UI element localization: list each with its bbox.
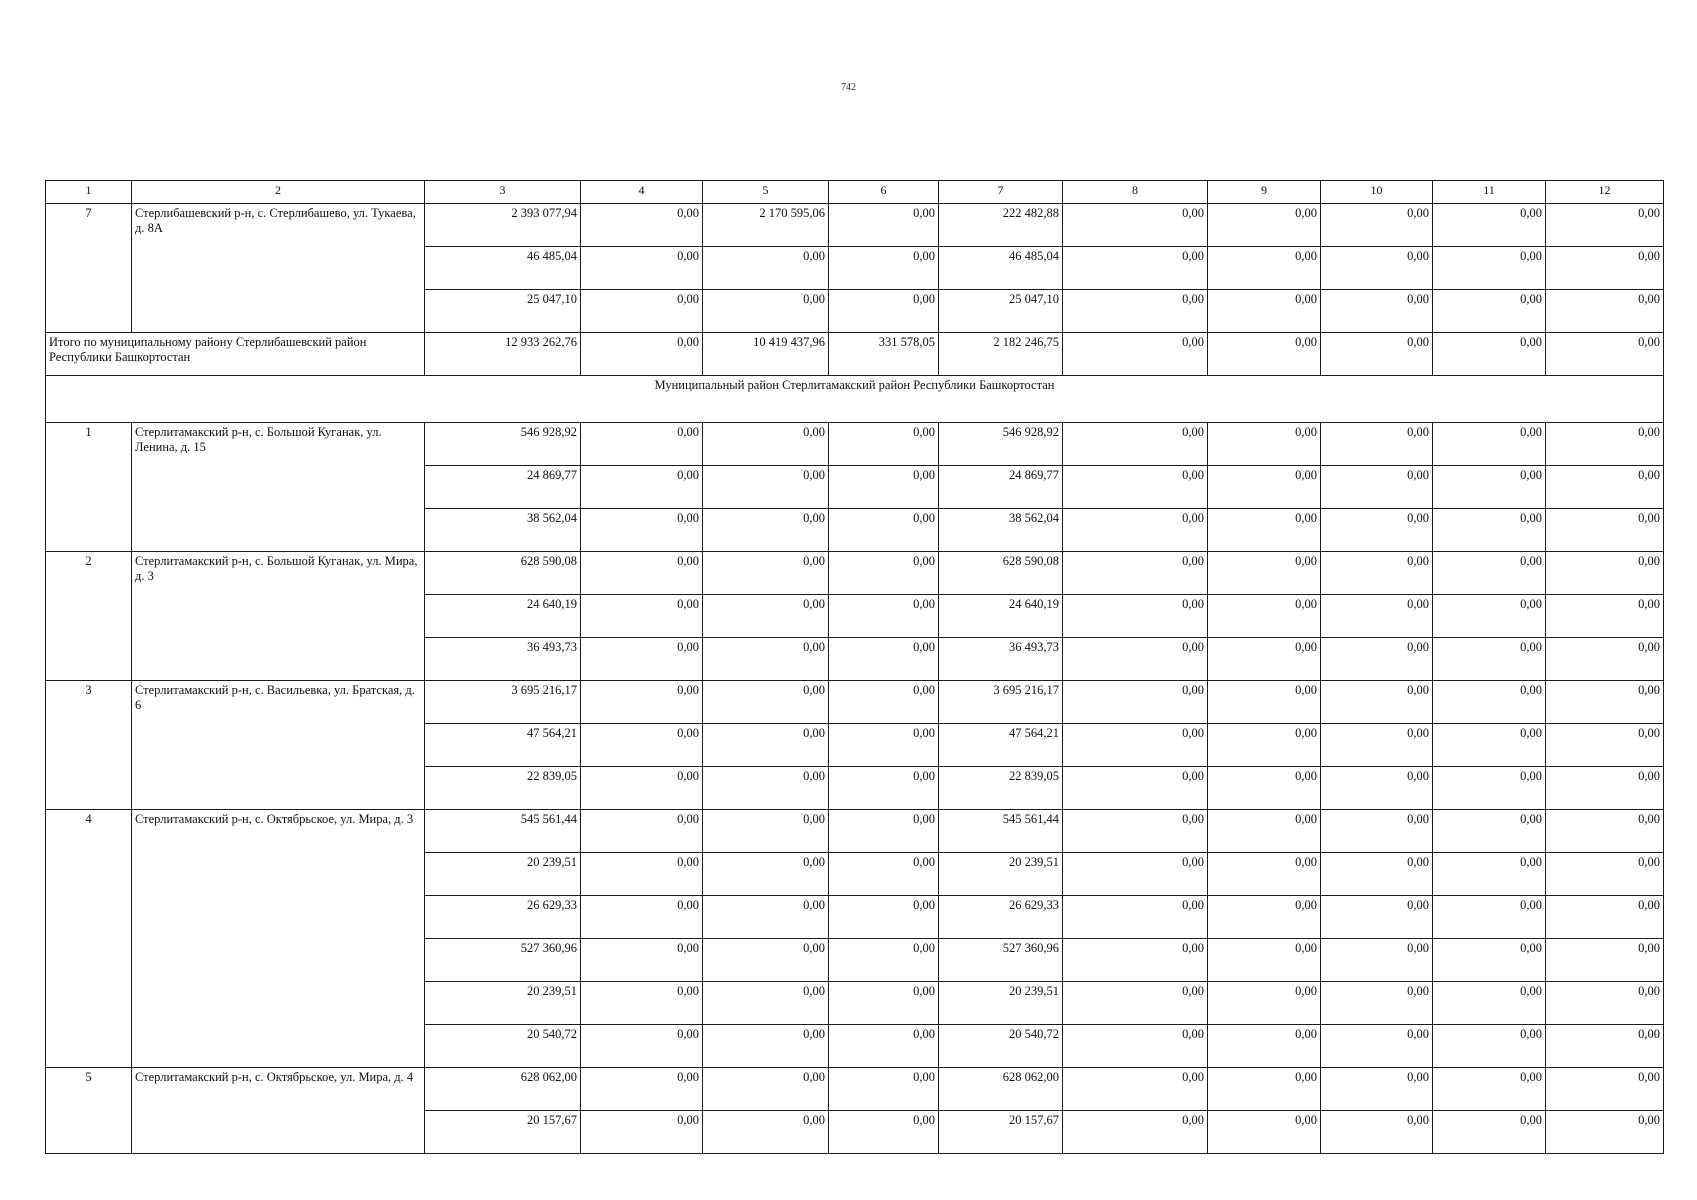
value-cell: 0,00	[1433, 939, 1546, 982]
value-cell: 0,00	[829, 724, 939, 767]
value-cell: 0,00	[1208, 1111, 1321, 1154]
value-cell: 0,00	[1433, 204, 1546, 247]
value-cell: 0,00	[829, 638, 939, 681]
value-cell: 0,00	[581, 247, 703, 290]
value-cell: 0,00	[1433, 810, 1546, 853]
value-cell: 0,00	[1433, 896, 1546, 939]
value-cell: 20 157,67	[939, 1111, 1063, 1154]
value-cell: 0,00	[1433, 423, 1546, 466]
column-header: 10	[1321, 181, 1433, 204]
total-value: 12 933 262,76	[425, 333, 581, 376]
column-header: 12	[1546, 181, 1664, 204]
value-cell: 0,00	[829, 1111, 939, 1154]
value-cell: 0,00	[1546, 681, 1664, 724]
value-cell: 24 640,19	[939, 595, 1063, 638]
value-cell: 0,00	[581, 982, 703, 1025]
value-cell: 0,00	[1063, 681, 1208, 724]
value-cell: 0,00	[703, 939, 829, 982]
value-cell: 0,00	[1063, 982, 1208, 1025]
value-cell: 0,00	[1321, 681, 1433, 724]
value-cell: 0,00	[829, 1025, 939, 1068]
value-cell: 0,00	[1208, 466, 1321, 509]
value-cell: 0,00	[703, 638, 829, 681]
value-cell: 0,00	[1063, 1111, 1208, 1154]
value-cell: 0,00	[1063, 423, 1208, 466]
value-cell: 0,00	[1546, 1111, 1664, 1154]
value-cell: 0,00	[1433, 1068, 1546, 1111]
value-cell: 0,00	[1321, 290, 1433, 333]
value-cell: 0,00	[703, 595, 829, 638]
value-cell: 0,00	[829, 247, 939, 290]
value-cell: 0,00	[1208, 681, 1321, 724]
value-cell: 0,00	[703, 1025, 829, 1068]
value-cell: 0,00	[703, 1068, 829, 1111]
value-cell: 0,00	[1546, 1025, 1664, 1068]
table-row	[46, 1068, 1664, 1111]
value-cell: 0,00	[829, 767, 939, 810]
value-cell: 0,00	[703, 509, 829, 552]
value-cell: 2 170 595,06	[703, 204, 829, 247]
table-row	[46, 810, 1664, 853]
column-header: 5	[703, 181, 829, 204]
value-cell: 20 239,51	[939, 982, 1063, 1025]
data-table	[45, 180, 1664, 1154]
value-cell: 0,00	[1546, 1068, 1664, 1111]
value-cell: 0,00	[581, 767, 703, 810]
value-cell: 0,00	[1433, 638, 1546, 681]
address-cell: Стерлибашевский р-н, с. Стерлибашево, ул. Тукаева, д. 8А	[132, 204, 425, 333]
value-cell: 545 561,44	[425, 810, 581, 853]
value-cell: 0,00	[829, 1068, 939, 1111]
value-cell: 0,00	[1208, 595, 1321, 638]
value-cell: 36 493,73	[939, 638, 1063, 681]
value-cell: 0,00	[1063, 810, 1208, 853]
value-cell: 0,00	[1208, 724, 1321, 767]
value-cell: 0,00	[703, 810, 829, 853]
value-cell: 0,00	[1321, 509, 1433, 552]
value-cell: 0,00	[703, 552, 829, 595]
column-header: 11	[1433, 181, 1546, 204]
value-cell: 0,00	[1321, 1111, 1433, 1154]
value-cell: 46 485,04	[939, 247, 1063, 290]
value-cell: 0,00	[1321, 810, 1433, 853]
value-cell: 0,00	[1208, 767, 1321, 810]
value-cell: 0,00	[1546, 466, 1664, 509]
row-index: 1	[46, 423, 132, 552]
address-cell: Стерлитамакский р-н, с. Большой Куганак, ул. Ленина, д. 15	[132, 423, 425, 552]
value-cell: 0,00	[1546, 939, 1664, 982]
column-header: 4	[581, 181, 703, 204]
address-cell: Стерлитамакский р-н, с. Октябрьское, ул. Мира, д. 4	[132, 1068, 425, 1154]
value-cell: 0,00	[1433, 595, 1546, 638]
value-cell: 3 695 216,17	[425, 681, 581, 724]
value-cell: 24 869,77	[939, 466, 1063, 509]
value-cell: 0,00	[1433, 247, 1546, 290]
value-cell: 0,00	[1063, 638, 1208, 681]
value-cell: 0,00	[703, 853, 829, 896]
value-cell: 20 540,72	[939, 1025, 1063, 1068]
value-cell: 0,00	[1063, 247, 1208, 290]
value-cell: 0,00	[1208, 247, 1321, 290]
value-cell: 0,00	[1208, 552, 1321, 595]
value-cell: 20 239,51	[939, 853, 1063, 896]
value-cell: 0,00	[1063, 466, 1208, 509]
value-cell: 0,00	[829, 982, 939, 1025]
value-cell: 0,00	[1433, 767, 1546, 810]
value-cell: 0,00	[1433, 853, 1546, 896]
value-cell: 0,00	[829, 681, 939, 724]
value-cell: 26 629,33	[939, 896, 1063, 939]
value-cell: 0,00	[1321, 982, 1433, 1025]
value-cell: 0,00	[581, 466, 703, 509]
value-cell: 0,00	[1433, 982, 1546, 1025]
value-cell: 0,00	[1321, 638, 1433, 681]
value-cell: 0,00	[1433, 1025, 1546, 1068]
row-index: 3	[46, 681, 132, 810]
value-cell: 0,00	[581, 423, 703, 466]
value-cell: 0,00	[829, 939, 939, 982]
value-cell: 0,00	[1321, 1068, 1433, 1111]
value-cell: 0,00	[1063, 509, 1208, 552]
value-cell: 0,00	[1063, 552, 1208, 595]
value-cell: 0,00	[1321, 466, 1433, 509]
value-cell: 0,00	[1063, 939, 1208, 982]
value-cell: 0,00	[703, 1111, 829, 1154]
value-cell: 0,00	[581, 1068, 703, 1111]
value-cell: 0,00	[1208, 290, 1321, 333]
value-cell: 0,00	[703, 896, 829, 939]
column-header: 9	[1208, 181, 1321, 204]
value-cell: 20 239,51	[425, 853, 581, 896]
value-cell: 0,00	[1433, 466, 1546, 509]
value-cell: 0,00	[1063, 1068, 1208, 1111]
value-cell: 0,00	[1321, 724, 1433, 767]
value-cell: 0,00	[1321, 939, 1433, 982]
value-cell: 22 839,05	[425, 767, 581, 810]
value-cell: 628 590,08	[425, 552, 581, 595]
table-row	[46, 552, 1664, 595]
total-value: 10 419 437,96	[703, 333, 829, 376]
address-cell: Стерлитамакский р-н, с. Васильевка, ул. Братская, д. 6	[132, 681, 425, 810]
value-cell: 0,00	[829, 423, 939, 466]
value-cell: 0,00	[829, 595, 939, 638]
value-cell: 0,00	[1433, 552, 1546, 595]
value-cell: 0,00	[829, 853, 939, 896]
value-cell: 0,00	[1546, 595, 1664, 638]
value-cell: 0,00	[1321, 423, 1433, 466]
value-cell: 0,00	[1546, 853, 1664, 896]
value-cell: 0,00	[1546, 982, 1664, 1025]
row-index: 4	[46, 810, 132, 1068]
value-cell: 0,00	[581, 1111, 703, 1154]
table-row	[46, 423, 1664, 466]
value-cell: 24 640,19	[425, 595, 581, 638]
column-header: 7	[939, 181, 1063, 204]
value-cell: 545 561,44	[939, 810, 1063, 853]
value-cell: 0,00	[1433, 1111, 1546, 1154]
value-cell: 0,00	[581, 595, 703, 638]
value-cell: 0,00	[703, 466, 829, 509]
address-cell: Стерлитамакский р-н, с. Октябрьское, ул. Мира, д. 3	[132, 810, 425, 1068]
value-cell: 0,00	[1063, 853, 1208, 896]
value-cell: 24 869,77	[425, 466, 581, 509]
column-header: 8	[1063, 181, 1208, 204]
value-cell: 0,00	[703, 767, 829, 810]
value-cell: 0,00	[1208, 939, 1321, 982]
value-cell: 0,00	[1321, 247, 1433, 290]
value-cell: 0,00	[829, 290, 939, 333]
value-cell: 0,00	[1546, 423, 1664, 466]
value-cell: 36 493,73	[425, 638, 581, 681]
row-index: 2	[46, 552, 132, 681]
row-index: 5	[46, 1068, 132, 1154]
value-cell: 0,00	[1321, 896, 1433, 939]
value-cell: 47 564,21	[425, 724, 581, 767]
value-cell: 0,00	[1546, 896, 1664, 939]
value-cell: 0,00	[703, 423, 829, 466]
total-value: 0,00	[1208, 333, 1321, 376]
value-cell: 0,00	[581, 724, 703, 767]
value-cell: 0,00	[829, 552, 939, 595]
value-cell: 46 485,04	[425, 247, 581, 290]
column-header: 1	[46, 181, 132, 204]
address-cell: Стерлитамакский р-н, с. Большой Куганак, ул. Мира, д. 3	[132, 552, 425, 681]
value-cell: 0,00	[1063, 896, 1208, 939]
value-cell: 0,00	[1208, 204, 1321, 247]
total-value: 0,00	[1546, 333, 1664, 376]
value-cell: 0,00	[1063, 595, 1208, 638]
value-cell: 0,00	[1208, 509, 1321, 552]
value-cell: 0,00	[1063, 290, 1208, 333]
value-cell: 26 629,33	[425, 896, 581, 939]
column-header: 6	[829, 181, 939, 204]
value-cell: 22 839,05	[939, 767, 1063, 810]
value-cell: 0,00	[581, 939, 703, 982]
total-value: 0,00	[1433, 333, 1546, 376]
total-value: 0,00	[1063, 333, 1208, 376]
value-cell: 38 562,04	[425, 509, 581, 552]
total-value: 0,00	[581, 333, 703, 376]
value-cell: 0,00	[1433, 509, 1546, 552]
value-cell: 0,00	[1433, 724, 1546, 767]
value-cell: 0,00	[829, 896, 939, 939]
total-row	[46, 333, 1664, 376]
value-cell: 0,00	[1546, 290, 1664, 333]
value-cell: 527 360,96	[425, 939, 581, 982]
value-cell: 0,00	[581, 681, 703, 724]
value-cell: 47 564,21	[939, 724, 1063, 767]
value-cell: 0,00	[1208, 423, 1321, 466]
table-row	[46, 681, 1664, 724]
value-cell: 38 562,04	[939, 509, 1063, 552]
value-cell: 0,00	[1546, 638, 1664, 681]
column-header: 3	[425, 181, 581, 204]
value-cell: 0,00	[1063, 1025, 1208, 1068]
value-cell: 628 062,00	[939, 1068, 1063, 1111]
value-cell: 0,00	[1321, 853, 1433, 896]
value-cell: 0,00	[1208, 1068, 1321, 1111]
value-cell: 0,00	[703, 247, 829, 290]
value-cell: 0,00	[581, 896, 703, 939]
total-value: 2 182 246,75	[939, 333, 1063, 376]
value-cell: 0,00	[1546, 204, 1664, 247]
section-title: Муниципальный район Стерлитамакский район Республики Башкортостан	[46, 376, 1664, 423]
value-cell: 546 928,92	[425, 423, 581, 466]
value-cell: 0,00	[1546, 767, 1664, 810]
value-cell: 0,00	[1063, 204, 1208, 247]
value-cell: 0,00	[1321, 1025, 1433, 1068]
value-cell: 0,00	[703, 681, 829, 724]
value-cell: 0,00	[1546, 810, 1664, 853]
column-header: 2	[132, 181, 425, 204]
value-cell: 0,00	[1546, 509, 1664, 552]
value-cell: 0,00	[1321, 204, 1433, 247]
value-cell: 0,00	[703, 724, 829, 767]
value-cell: 0,00	[1208, 1025, 1321, 1068]
value-cell: 0,00	[829, 466, 939, 509]
value-cell: 0,00	[1208, 982, 1321, 1025]
value-cell: 546 928,92	[939, 423, 1063, 466]
value-cell: 628 590,08	[939, 552, 1063, 595]
value-cell: 20 157,67	[425, 1111, 581, 1154]
value-cell: 222 482,88	[939, 204, 1063, 247]
value-cell: 0,00	[1433, 681, 1546, 724]
value-cell: 0,00	[1208, 896, 1321, 939]
value-cell: 0,00	[581, 204, 703, 247]
value-cell: 0,00	[1063, 767, 1208, 810]
value-cell: 0,00	[1433, 290, 1546, 333]
value-cell: 628 062,00	[425, 1068, 581, 1111]
page-number: 742	[841, 82, 856, 93]
total-value: 0,00	[1321, 333, 1433, 376]
value-cell: 0,00	[1208, 638, 1321, 681]
value-cell: 0,00	[703, 982, 829, 1025]
value-cell: 0,00	[1208, 853, 1321, 896]
value-cell: 0,00	[1546, 247, 1664, 290]
row-index: 7	[46, 204, 132, 333]
value-cell: 0,00	[581, 290, 703, 333]
value-cell: 0,00	[581, 810, 703, 853]
value-cell: 527 360,96	[939, 939, 1063, 982]
value-cell: 25 047,10	[425, 290, 581, 333]
value-cell: 0,00	[581, 853, 703, 896]
value-cell: 0,00	[581, 1025, 703, 1068]
value-cell: 0,00	[829, 509, 939, 552]
value-cell: 0,00	[581, 509, 703, 552]
value-cell: 0,00	[1321, 595, 1433, 638]
table-row	[46, 204, 1664, 247]
value-cell: 0,00	[829, 204, 939, 247]
value-cell: 0,00	[1546, 724, 1664, 767]
value-cell: 0,00	[581, 638, 703, 681]
value-cell: 20 239,51	[425, 982, 581, 1025]
value-cell: 0,00	[1546, 552, 1664, 595]
value-cell: 0,00	[1321, 767, 1433, 810]
value-cell: 0,00	[829, 810, 939, 853]
value-cell: 0,00	[1208, 810, 1321, 853]
value-cell: 25 047,10	[939, 290, 1063, 333]
value-cell: 0,00	[581, 552, 703, 595]
total-label: Итого по муниципальному району Стерлибашевский район Республики Башкортостан	[46, 333, 425, 376]
value-cell: 0,00	[1321, 552, 1433, 595]
section-row	[46, 376, 1664, 423]
header-row	[46, 181, 1664, 204]
value-cell: 2 393 077,94	[425, 204, 581, 247]
total-value: 331 578,05	[829, 333, 939, 376]
value-cell: 20 540,72	[425, 1025, 581, 1068]
value-cell: 0,00	[703, 290, 829, 333]
value-cell: 0,00	[1063, 724, 1208, 767]
value-cell: 3 695 216,17	[939, 681, 1063, 724]
